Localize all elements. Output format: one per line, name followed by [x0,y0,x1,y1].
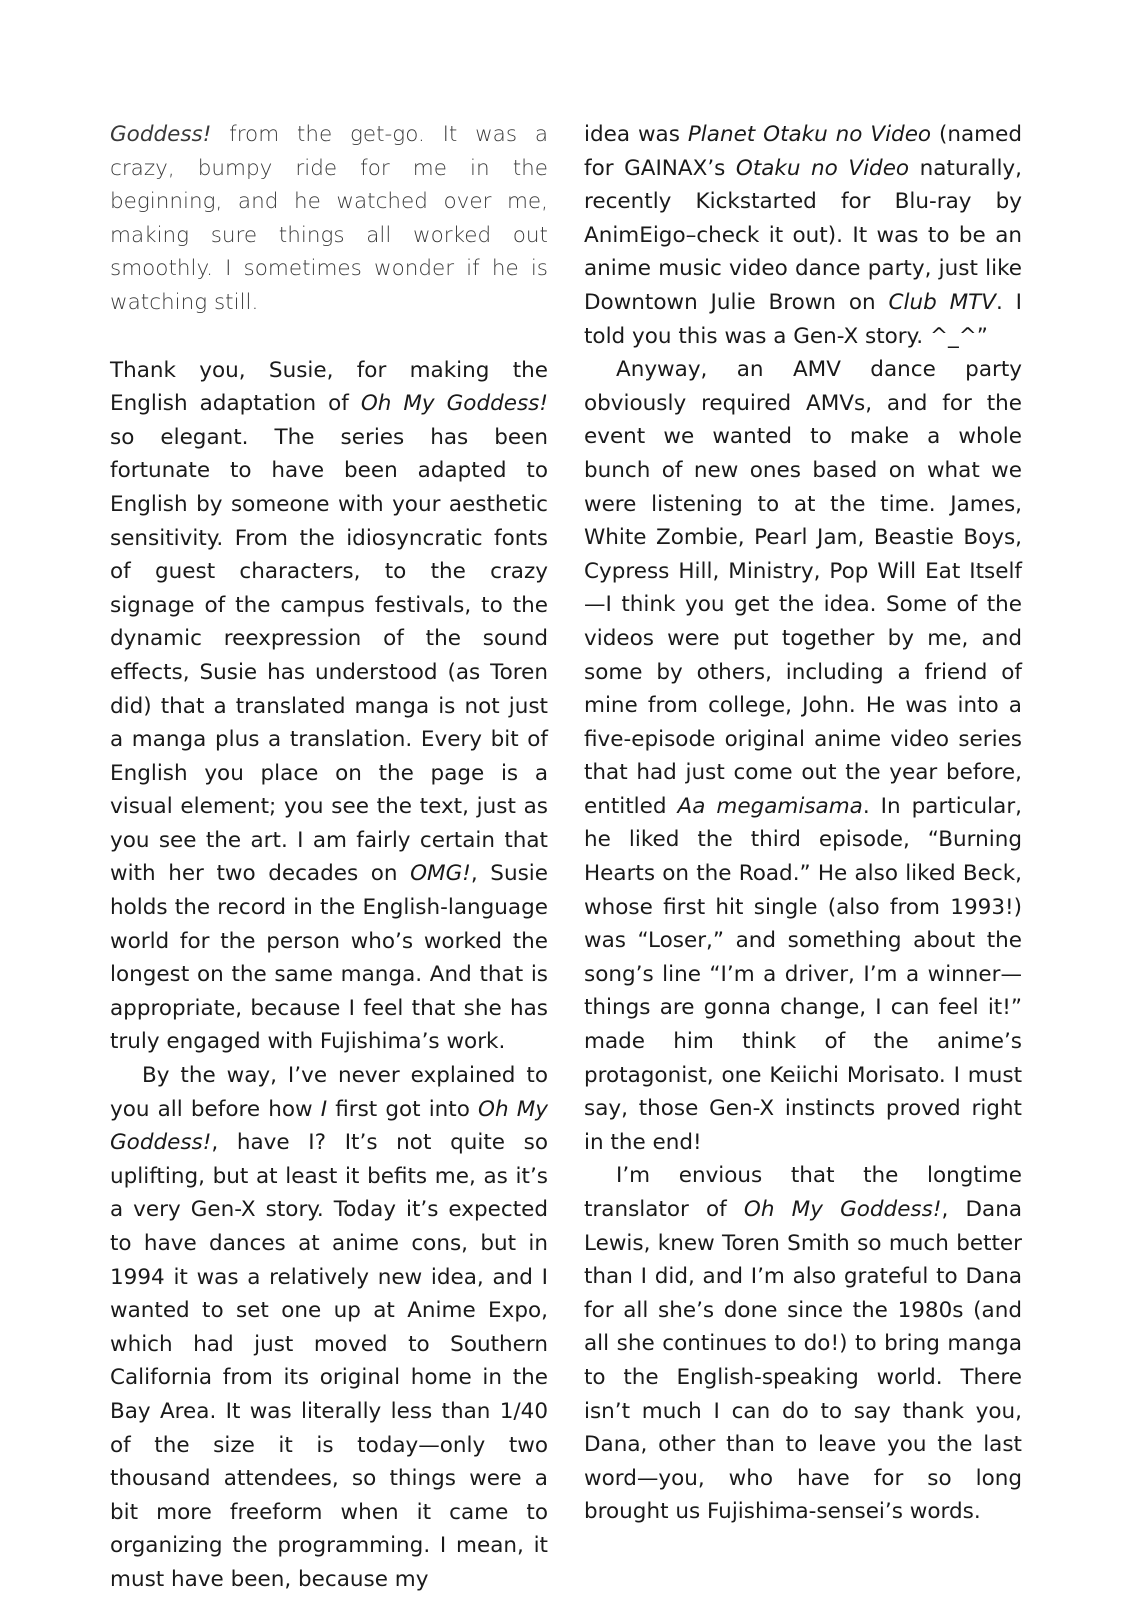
paragraph-envious-dana [584,1159,1022,1529]
italic-title-text: I [320,1096,328,1122]
text-run: I’m envious that the longtime translator of [584,1163,1022,1222]
paragraph-planet-otaku [584,118,1022,353]
paragraph-amv-dance-party [584,353,1022,1159]
text-run: so elegant. The series has been fortunate to have been adapted to English by someone with your aesthetic sensitivity. From the idiosyncratic fonts of guest characters, to the crazy signage of the campus festivals, to the dynamic reexpression of the sound effects, Susie has understood (as Toren did) that a translated manga is not just a manga plus a translation. Every bit of English you place on the page is a visual element; you see the text, just as you see the art. I am fairly certain that with her two decades on [110,424,548,887]
text-run: Anyway, an AMV dance party obviously required AMVs, and for the event we wanted to make a whole bunch of new ones based on what we were listening to at the time. James, White Zombie, Pearl Jam, Beastie Boys, Cypress Hill, Ministry, Pop Will Eat Itself—I think you get the idea. Some of the videos were put together by me, and some by others, including a friend of mine from college, John. He was into a five-episode original anime video series that had just come out the year before, entitled [584,357,1022,819]
italic-title-text: OMG! [410,861,471,887]
text-run: Thank you, Susie, for making the English adaptation of [110,357,548,417]
text-run: from the get-go. It was a crazy, bumpy ride for me in the beginning, and he watched over me, making sure things all worked out smoothly. I sometimes wonder if he is watching still. [110,122,548,315]
text-run: naturally, recently Kickstarted for Blu-ray by AnimEigo–check it out). It was to be an anime music video dance party, just like Downtown Julie Brown on [584,155,1022,315]
text-run: , Susie holds the record in the English-language world for the person who’s worked the longest on the same manga. And that is appropriate, because I feel that she has truly engaged with Fujishima’s work. [110,861,548,1055]
italic-title-text: Aa megamisama [677,793,863,819]
text-run: . In particular, he liked the third episode, “Burning Hearts on the Road.” He also liked Beck, whose first hit single (also from 1993!) was “Loser,” and something about the song’s line “I’m a driver, I’m a winner—things are gonna change, I can feel it!” made him think of the anime’s protagonist, one Keiichi Morisato. I must say, those Gen-X instincts proved right in the end! [584,793,1022,1155]
italic-title-text: Oh My Goddess! [360,391,549,417]
left-column [110,118,548,1597]
italic-title-text: Otaku no Video [735,155,910,181]
right-column [584,118,1022,1529]
text-run: idea was [584,122,688,147]
text-run: , have I? It’s not quite so uplifting, but at least it befits me, as it’s a very Gen-X story. Today it’s expected to have dances at anime cons, but in 1994 it was a relatively new idea, and I wanted to set one up at Anime Expo, which had just moved to Southern California from its original home in the Bay Area. It was literally less than 1/40 of the size it is today—only two thousand attendees, so things were a bit more freeform when it came to organizing the programming. I mean, it must have been, because my [110,1130,548,1592]
italic-title-text: Oh My Goddess! [743,1197,942,1222]
text-run: (named for GAINAX’s [584,122,1023,181]
text-run: , Dana Lewis, knew Toren Smith so much better than I did, and I’m also grateful to Dana for all she’s done since the 1980s (and all she continues to do!) to bring manga to the English-speaking world. There isn’t much I can do to say thank you, Dana, other than to leave you the last word—you, who have for so long brought us Fujishima-sensei’s words. [584,1197,1022,1525]
text-run: . I told you this was a Gen-X story. ^_^” [584,289,1022,349]
italic-title-text: Club MTV [888,289,996,315]
italic-title-text: Goddess! [110,122,212,147]
paragraph-thanks-susie [110,354,548,1059]
text-run: By the way, I’ve never explained to you all before how [110,1063,548,1122]
italic-title-text: Planet Otaku no Video [687,122,932,147]
paragraph-gap [110,320,548,354]
text-run: first got into [327,1096,479,1122]
paragraph-first-got-into [110,1059,548,1597]
italic-title-text: Oh My Goddess! [110,1096,548,1156]
paragraph-continued-intro [110,118,548,320]
